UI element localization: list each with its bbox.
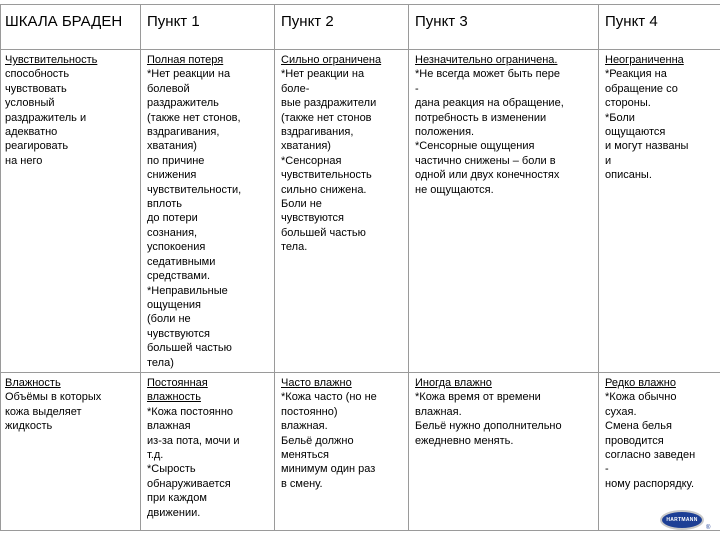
cell-sensitivity-point-2 xyxy=(275,50,409,373)
cell-text: *Не всегда может быть пере - дана реакция на обращение, потребность в изменении положения. *Сенсорные ощущения частично снижены – боли в одной или двух конечностях не ощущаются. xyxy=(415,68,564,196)
cell-text: *Кожа обычно сухая. Смена белья проводится согласно заведен - ному распорядку. xyxy=(605,391,696,490)
cell-title: Влажность xyxy=(5,376,61,389)
cell-text: *Нет реакции на боле- вые раздражители (также нет стонов вздрагивания, хватания) *Сенсорная чувствительность сильно снижена. Боли не чувствуются большей частью тела. xyxy=(281,68,377,254)
row-moisture xyxy=(1,372,720,530)
header-row xyxy=(1,5,720,50)
row-sensitivity xyxy=(1,50,720,373)
header-braden-scale: ШКАЛА БРАДЕН xyxy=(1,5,141,50)
cell-sensitivity-point-1 xyxy=(141,50,275,373)
cell-title: Неограниченна xyxy=(605,54,684,66)
header-point-1: Пункт 1 xyxy=(141,5,275,50)
cell-moisture-point-1 xyxy=(141,372,275,530)
cell-title: Незначительно ограничена. xyxy=(415,54,558,66)
header-point-2: Пункт 2 xyxy=(275,5,409,50)
cell-sensitivity-point-4 xyxy=(599,50,720,373)
cell-title: Чувствительность xyxy=(5,54,98,66)
cell-title: Полная потеря xyxy=(147,54,224,66)
cell-sensitivity-label xyxy=(1,50,141,373)
header-point-4: Пункт 4 xyxy=(599,5,720,50)
cell-title: Часто влажно xyxy=(281,376,352,389)
registered-mark: ® xyxy=(706,525,711,531)
header-point-3: Пункт 3 xyxy=(409,5,599,50)
cell-moisture-point-3 xyxy=(409,372,599,530)
cell-title: Сильно ограничена xyxy=(281,54,382,66)
cell-moisture-label xyxy=(1,372,141,530)
cell-sensitivity-point-3 xyxy=(409,50,599,373)
cell-text: *Нет реакции на болевой раздражитель (также нет стонов, вздрагивания, хватания) по причине снижения чувствительности, вплоть до потери сознания, успокоения седативными средствами. *Неправильные ощущения (боли не чувствуются большей частью тела) xyxy=(147,68,242,369)
cell-text: *Кожа постоянно влажная из-за пота, мочи и т.д. *Сырость обнаруживается при каждом движении. xyxy=(147,405,240,519)
cell-text: *Кожа время от времени влажная. Бельё нужно дополнительно ежедневно менять. xyxy=(415,391,562,447)
cell-title: Редко влажно xyxy=(605,376,676,389)
logo-text: HARTMANN xyxy=(666,517,698,523)
cell-title: Иногда влажно xyxy=(415,376,492,389)
cell-title: Постоянная влажность xyxy=(147,376,208,404)
cell-moisture-point-4 xyxy=(599,372,720,530)
cell-text: *Кожа часто (но не постоянно) влажная. Бельё должно меняться минимум один раз в смену. xyxy=(281,391,377,490)
cell-text: Объёмы в которых кожа выделяет жидкость xyxy=(5,391,102,433)
cell-text: способность чувствовать условный раздражитель и адекватно реагировать на него xyxy=(5,68,87,167)
braden-scale-table xyxy=(0,4,720,531)
hartmann-logo xyxy=(660,510,704,530)
cell-text: *Реакция на обращение со стороны. *Боли ощущаются и могут названы и описаны. xyxy=(605,68,689,182)
cell-moisture-point-2 xyxy=(275,372,409,530)
